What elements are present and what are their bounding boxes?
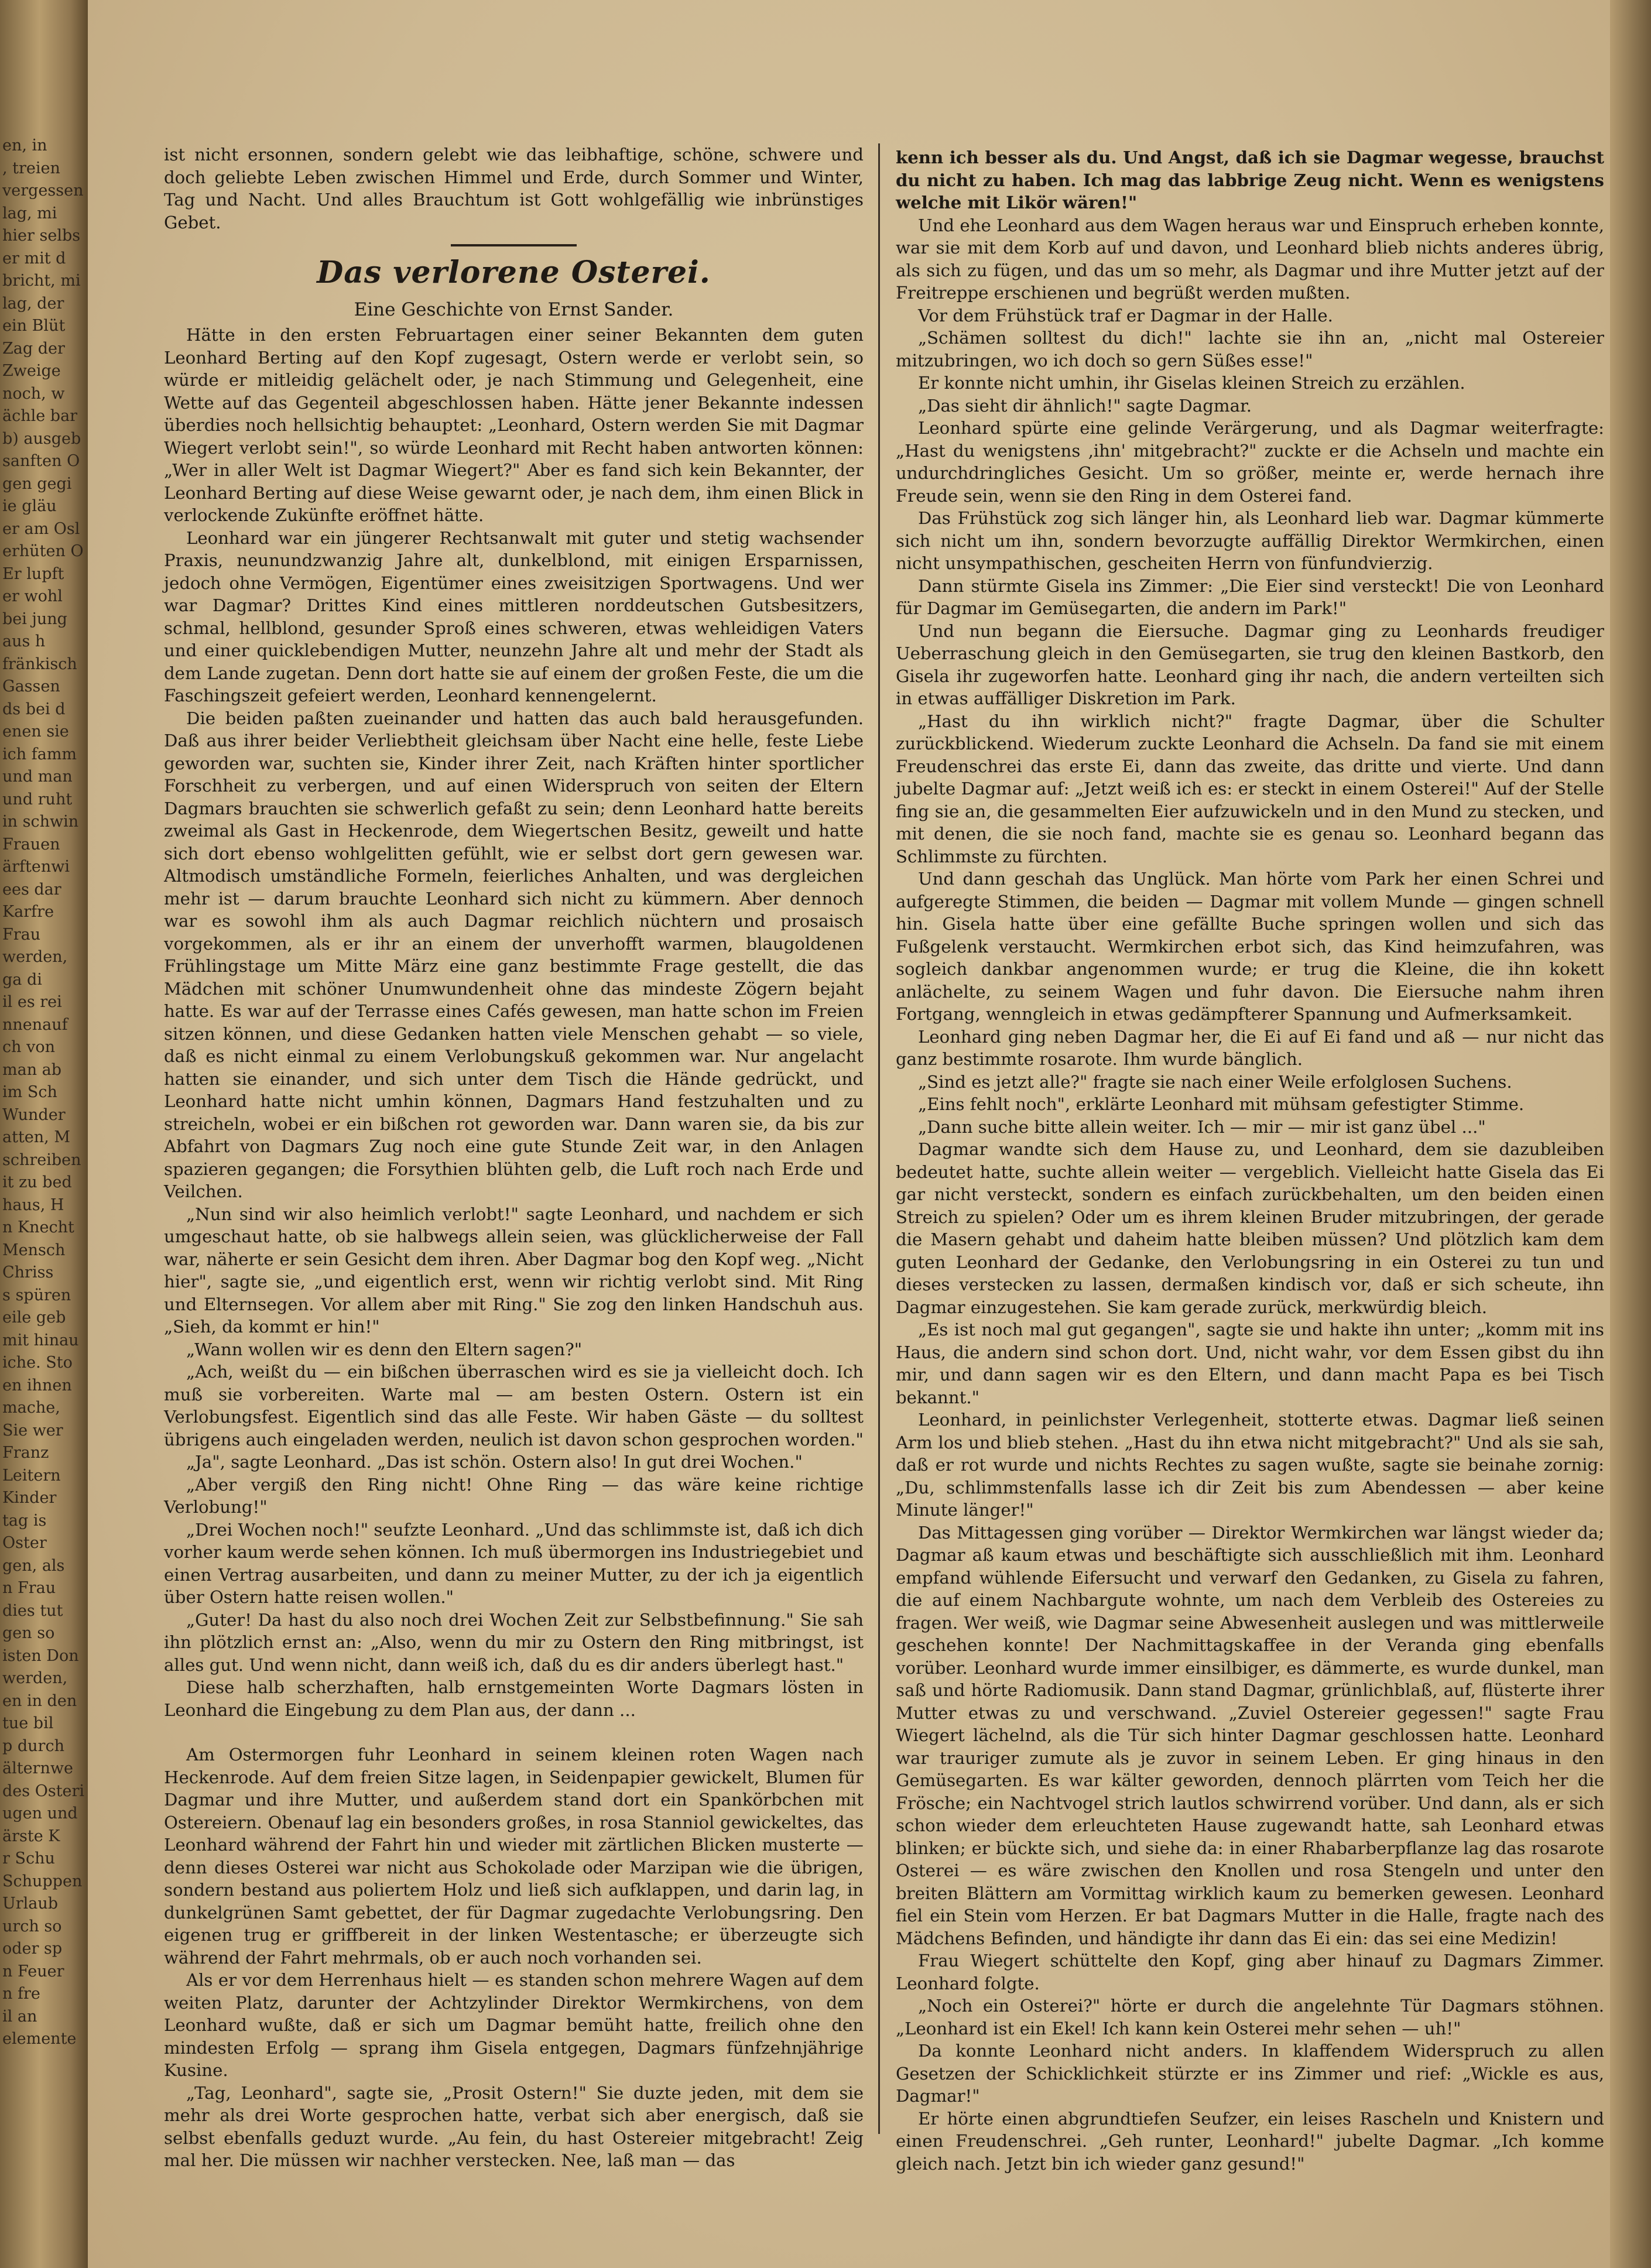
story-paragraph: Am Ostermorgen fuhr Leonhard in seinem kleinen roten Wagen nach Heckenrode. Auf dem freien Sitze lagen, in Seidenpapier gewickelt, Blumen für Dagmar und ihre Mutter, und außerdem stand dort ein Spankörbchen mit Ostereiern. Obenauf lag ein besonders großes, in rosa Stanniol gewickeltes, das Leonhard während der Fahrt hin und wieder mit zärtlichen Blicken musterte — denn dieses Osterei war nicht aus Schokolade oder Marzipan wie die übrigen, sondern bestand aus poliertem Holz und ließ sich aufklappen, und darin lag, in dunkelgrünen Samt gebettet, der für Dagmar zugedachte Verlobungsring. Den eigenen trug er griffbereit in der linken Westentasche; er überzeugte sich während der Fahrt mehrmals, ob er auch noch vorhanden sei. <box>164 1745 864 1968</box>
story-paragraph: „Dann suche bitte allein weiter. Ich — mir — mir ist ganz übel ..." <box>918 1116 1486 1137</box>
adjacent-page-fragment: gen gegi <box>2 474 72 493</box>
story-paragraph: „Schämen solltest du dich!" lachte sie ihn an, „nicht mal Ostereier mitzubringen, wo ich doch so gern Süßes esse!" <box>896 328 1604 371</box>
adjacent-page-fragment: it zu bed <box>2 1173 72 1191</box>
adjacent-page-fragment: elemente <box>2 2030 77 2048</box>
adjacent-page-fragment: isten Don <box>2 1646 79 1665</box>
adjacent-page-fragment: hier selbs <box>2 227 81 245</box>
adjacent-page-fragment: ein Blüt <box>2 317 66 335</box>
adjacent-page-fragment: in schwin <box>2 813 79 831</box>
adjacent-page-fragment: sanften O <box>2 452 80 470</box>
adjacent-page-fragment: bei jung <box>2 609 67 628</box>
adjacent-page-fragment: n fre <box>2 1985 40 2003</box>
story-paragraph: Frau Wiegert schüttelte den Kopf, ging aber hinauf zu Dagmars Zimmer. Leonhard folgte. <box>896 1951 1604 1993</box>
adjacent-page-fragment: r Schu <box>2 1849 55 1868</box>
story-paragraph: „Guter! Da hast du also noch drei Wochen Zeit zur Selbstbefinnung." Sie sah ihn plötzlich ernst an: „Also, wenn du mir zu Ostern den Ring mitbringst, ist alles gut. Und wenn nicht, dann weiß ich, daß du es dir anders überlegt hast." <box>164 1609 864 1675</box>
adjacent-page-fragment: noch, w <box>2 384 65 403</box>
left-story-paragraphs <box>164 324 864 1721</box>
adjacent-page-fragment: erhüten O <box>2 542 84 560</box>
story-paragraph: Leonhard war ein jüngerer Rechtsanwalt mit guter und stetig wachsender Praxis, neunundzwanzig Jahre alt, dunkelblond, mit einigen Ersparnissen, jedoch ohne Vermögen, Eigentümer eines zweisitzigen Sportwagens. Und wer war Dagmar? Drittes Kind eines mittleren norddeutschen Gutsbesitzers, schmal, hellblond, gesunder Sproß eines schweren, etwas wehleidigen Vaters und einer quicklebendigen Mutter, neunzehn Jahre alt und mehr der Stadt als dem Lande zugetan. Denn dort hatte sie auf einem der großen Feste, die um die Faschingszeit gefeiert werden, Leonhard kennengelernt. <box>164 527 864 705</box>
adjacent-page-fragment: il an <box>2 2007 37 2026</box>
intro-paragraph: ist nicht ersonnen, sondern gelebt wie das leibhaftige, schöne, schwere und doch geliebte Leben zwischen Himmel und Erde, durch Sommer und Winter, Tag und Nacht. Und alles Brauchtum ist Gott wohlgefällig wie inbrünstiges Gebet. <box>164 145 864 232</box>
adjacent-page-fragment: atten, M <box>2 1128 70 1146</box>
adjacent-page-fragment: Sie wer <box>2 1421 63 1440</box>
adjacent-page-fragment: en ihnen <box>2 1376 72 1395</box>
adjacent-page-fragment: ärftenwi <box>2 858 70 876</box>
adjacent-page-fragment: Frau <box>2 925 41 944</box>
adjacent-page-fragment: man ab <box>2 1060 62 1079</box>
adjacent-page-fragment: bricht, mi <box>2 272 81 290</box>
adjacent-page-fragment: älternwe <box>2 1759 73 1777</box>
adjacent-page-fragment: werden, <box>2 1669 68 1687</box>
story-paragraph: „Tag, Leonhard", sagte sie, „Prosit Ostern!" Sie duzte jeden, mit dem sie mehr als drei Worte gesprochen hatte, verbat sich aber energisch, daß sie selbst ebenfalls geduzt wurde. „Au fein, du hast Ostereier mitgebracht! Zeig mal her. Die müssen wir nachher verstecken. Nee, laß man — das <box>164 2082 864 2170</box>
story-paragraph: „Eins fehlt noch", erklärte Leonhard mit mühsam gefestigter Stimme. <box>918 1094 1525 1114</box>
adjacent-page-text-fragments <box>2 135 85 2154</box>
adjacent-page-fragment: nnenauf <box>2 1015 68 1034</box>
story-paragraph: „Drei Wochen noch!" seufzte Leonhard. „Und das schlimmste ist, daß ich dich vorher kaum werde sehen können. Ich muß übermorgen ins Industriegebiet und einen Vertrag ausarbeiten, und dann zu meiner Mutter, zu der ich ja eigentlich über Ostern hatte reisen wollen." <box>164 1519 864 1607</box>
adjacent-page-fragment: p durch <box>2 1736 64 1755</box>
adjacent-page-fragment: Kinder <box>2 1489 57 1507</box>
right-column-lead: kenn ich besser als du. Und Angst, daß ich sie Dagmar wegesse, brauchst du nicht zu haben. Ich mag das labbrige Zeug nicht. Wenn es wenigstens welche mit Likör wären!" <box>896 148 1604 213</box>
adjacent-page-fragment: er wohl <box>2 587 63 605</box>
page-edge-shadow <box>1610 0 1651 2268</box>
adjacent-page-fragment: oder sp <box>2 1940 63 1958</box>
adjacent-page-fragment: ees dar <box>2 880 61 899</box>
story-byline: Eine Geschichte von Ernst Sander. <box>354 299 674 320</box>
adjacent-page-fragment: dies tut <box>2 1601 63 1620</box>
adjacent-page-fragment: en, in <box>2 136 47 155</box>
story-paragraph: Und nun begann die Eiersuche. Dagmar ging zu Leonhards freudiger Ueberraschung gleich in den Gemüsegarten, sie trug den kleinen Bastkorb, den Gisela ihr zugeworfen hatte. Leonhard ging ihr nach, die andern verteilten sich in etwas auffälliger Diskretion im Park. <box>896 621 1604 708</box>
story-paragraph: „Noch ein Osterei?" hörte er durch die angelehnte Tür Dagmars stöhnen. „Leonhard ist ein Ekel! Ich kann kein Osterei mehr sehen — uh!" <box>896 1996 1604 2039</box>
adjacent-page-fragment: n Knecht <box>2 1218 74 1236</box>
adjacent-page-fragment: Karfre <box>2 903 54 921</box>
adjacent-page-fragment: Leitern <box>2 1466 61 1485</box>
story-paragraph: „Sind es jetzt alle?" fragte sie nach einer Weile erfolglosen Suchens. <box>918 1071 1512 1092</box>
adjacent-page-fragment: ärste K <box>2 1827 60 1845</box>
adjacent-page-fragment: aus h <box>2 632 46 650</box>
story-paragraph: Leonhard ging neben Dagmar her, die Ei auf Ei fand und aß — nur nicht das ganz bestimmte rosarote. Ihm wurde bänglich. <box>896 1026 1604 1069</box>
adjacent-page-fragment: gen, als <box>2 1556 65 1575</box>
adjacent-page-fragment: b) ausgeb <box>2 429 81 448</box>
section-divider-rule <box>451 244 577 246</box>
story-paragraph: „Das sieht dir ähnlich!" sagte Dagmar. <box>918 395 1252 416</box>
adjacent-page-fragment: ich famm <box>2 745 77 763</box>
adjacent-page-fragment: Schuppen <box>2 1872 83 1890</box>
adjacent-page-fragment: vergessen <box>2 181 84 200</box>
adjacent-page-fragment: Zag der <box>2 339 65 358</box>
adjacent-page-fragment: im Sch <box>2 1083 57 1101</box>
story-paragraph: Dagmar wandte sich dem Hause zu, und Leonhard, dem sie dazubleiben bedeutet hatte, suchte allein weiter — vergeblich. Vielleicht hatte Gisela das Ei gar nicht versteckt, sondern es einfach zurückbehalten, um den beiden einen Streich zu spielen? Oder um es ihrem kleinen Bruder mitzubringen, der gerade die Masern gehabt und daheim hatte bleiben müssen? Und plötzlich kam dem guten Leonhard der Gedanke, den Verlobungsring in ein Osterei zu tun und dieses verstecken zu lassen, dermaßen kindisch vor, daß er sich scheute, ihn Dagmar einzugestehen. Sie kam gerade zurück, merkwürdig bleich. <box>896 1139 1604 1317</box>
adjacent-page-fragment: il es rei <box>2 993 62 1011</box>
adjacent-page-fragment: eile geb <box>2 1308 66 1327</box>
adjacent-page-fragment: mache, <box>2 1399 60 1417</box>
adjacent-page-fragment: gen so <box>2 1624 55 1642</box>
adjacent-page-fragment: ds bei d <box>2 700 66 718</box>
adjacent-page-fragment: haus, H <box>2 1195 64 1214</box>
adjacent-page-fragment: Chriss <box>2 1263 54 1282</box>
adjacent-page-fragment: Gassen <box>2 677 60 696</box>
adjacent-page-fragment: Zweige <box>2 362 61 380</box>
adjacent-page-fragment: en in den <box>2 1691 77 1710</box>
adjacent-page-fragment: n Feuer <box>2 1962 64 1981</box>
story-paragraph: „Es ist noch mal gut gegangen", sagte sie und hakte ihn unter; „komm mit ins Haus, die andern sind schon dort. Und, nicht wahr, vor dem Essen gibst du ihn mir, und dann sagen wir es den Eltern, und dann macht Papa es bei Tisch bekannt." <box>896 1320 1604 1407</box>
story-paragraph: Vor dem Frühstück traf er Dagmar in der Halle. <box>918 305 1333 326</box>
adjacent-page-fragment: Er lupft <box>2 564 64 583</box>
adjacent-page-fragment: ie gläu <box>2 497 57 515</box>
adjacent-page-edge <box>0 0 88 2268</box>
story-paragraph: „Nun sind wir also heimlich verlobt!" sagte Leonhard, und nachdem er sich umgeschaut hatte, ob sie halbwegs allein seien, was glücklicherweise der Fall war, näherte er sein Gesicht dem ihren. Aber Dagmar bog den Kopf weg. „Nicht hier", sagte sie, „und eigentlich erst, wenn wir richtig verlobt sind. Mit Ring und Elternsegen. Vor allem aber mit Ring." Sie zog den linken Handschuh aus. „Sieh, da kommt er hin!" <box>164 1204 864 1337</box>
left-column <box>164 143 864 2172</box>
story-paragraph: „Wann wollen wir es denn den Eltern sagen?" <box>186 1339 583 1359</box>
story-paragraph: Diese halb scherzhaften, halb ernstgemeinten Worte Dagmars lösten in Leonhard die Eingebung zu dem Plan aus, der dann ... <box>164 1677 864 1720</box>
adjacent-page-fragment: des Osteri <box>2 1781 85 1800</box>
adjacent-page-fragment: lag, der <box>2 294 64 313</box>
adjacent-page-fragment: fränkisch <box>2 655 77 673</box>
story-paragraph: Er konnte nicht umhin, ihr Giselas kleinen Streich zu erzählen. <box>918 373 1465 393</box>
adjacent-page-fragment: Frauen <box>2 835 60 854</box>
story-paragraph: Und dann geschah das Unglück. Man hörte vom Park her einen Schrei und aufgeregte Stimmen, die beiden — Dagmar mit vollem Munde — gingen schnell hin. Gisela hatte über eine gefällte Buche springen wollen und sich das Fußgelenk verstaucht. Wermkirchen erbot sich, das Kind heimzufahren, was sogleich dankbar angenommen wurde; er trug die Kleine, die ihn kokett anlächelte, zu seinem Wagen und fuhr davon. Die Eiersuche nahm ihren Fortgang, wenngleich in etwas gedämpfterer Spannung und Aufmerksamkeit. <box>896 869 1604 1024</box>
right-column <box>896 146 1604 2175</box>
adjacent-page-fragment: ugen und <box>2 1804 78 1822</box>
adjacent-page-fragment: enen sie <box>2 722 69 741</box>
adjacent-page-fragment: Oster <box>2 1534 47 1552</box>
story-paragraph: Leonhard spürte eine gelinde Verärgerung, und als Dagmar weiterfragte: „Hast du wenigstens ‚ihn' mitgebracht?" zuckte er die Achseln und machte ein undurchdringliches Gesicht. Um so größer, meinte er, werde hernach ihre Freude sein, wenn sie den Ring in dem Osterei fand. <box>896 418 1604 506</box>
left-story-paragraphs-continued <box>164 1743 864 2172</box>
adjacent-page-fragment: mit hinau <box>2 1331 79 1349</box>
adjacent-page-fragment: s spüren <box>2 1286 71 1304</box>
adjacent-page-fragment: und ruht <box>2 790 73 808</box>
adjacent-page-fragment: werden, <box>2 948 68 966</box>
adjacent-page-fragment: lag, mi <box>2 204 57 222</box>
adjacent-page-fragment: ch von <box>2 1038 55 1056</box>
newspaper-page <box>88 0 1610 2268</box>
adjacent-page-fragment: und man <box>2 768 73 786</box>
story-paragraph: Dann stürmte Gisela ins Zimmer: „Die Eier sind versteckt! Die von Leonhard für Dagmar im Gemüsegarten, die andern im Park!" <box>896 575 1604 618</box>
adjacent-page-fragment: er mit d <box>2 249 66 268</box>
story-paragraph: „Hast du ihn wirklich nicht?" fragte Dagmar, über die Schulter zurückblickend. Wiederum zuckte Leonhard die Achseln. Da fand sie mit einem Freudenschrei das erste Ei, dann das zweite, das dritte und vierte. Und dann jubelte Dagmar auf: „Jetzt weiß ich es: er steckt in einem Osterei!" Auf der Stelle fing sie an, die gesammelten Eier aufzuwickeln und in den Mund zu stecken, und mit denen, die sie noch fand, machte sie es genau so. Leonhard begann das Schlimmste zu fürchten. <box>896 711 1604 866</box>
adjacent-page-fragment: tag is <box>2 1511 47 1530</box>
story-paragraph: Als er vor dem Herrenhaus hielt — es standen schon mehrere Wagen auf dem weiten Platz, darunter der Achtzylinder Direktor Wermkirchens, von dem Leonhard wußte, daß er sich um Dagmar bemüht hatte, freilich ohne den mindesten Erfolg — sprang ihm Gisela entgegen, Dagmars fünfzehnjährige Kusine. <box>164 1970 864 2080</box>
adjacent-page-fragment: Urlaub <box>2 1894 59 1913</box>
story-paragraph: Und ehe Leonhard aus dem Wagen heraus war und Einspruch erheben konnte, war sie mit dem Korb auf und davon, und Leonhard blieb nichts anderes übrig, als sich zu fügen, und das um so mehr, als Dagmar und ihre Mutter jetzt auf der Freitreppe erschienen und begrüßt werden mußten. <box>896 215 1604 303</box>
adjacent-page-fragment: tue bil <box>2 1714 54 1732</box>
story-paragraph: „Ach, weißt du — ein bißchen überraschen wird es sie ja vielleicht doch. Ich muß sie vorbereiten. Warte mal — am besten Ostern. Ostern ist ein Verlobungsfest. Eigentlich sind das alle Feste. Wir haben Gäste — du solltest übrigens auch eingeladen werden, neulich ist davon schon gesprochen worden." <box>164 1362 864 1450</box>
story-paragraph: Die beiden paßten zueinander und hatten das auch bald herausgefunden. Daß aus ihrer beider Verliebtheit gleichsam über Nacht eine helle, feste Liebe geworden war, suchten sie, Kinder ihrer Zeit, nach Kräften hinter sportlicher Forschheit zu verbergen, und auf einen Widerspruch von seiten der Eltern Dagmars brauchten sie schwerlich gefaßt zu sein; denn Leonhard hatte bereits zweimal als Gast in Heckenrode, dem Wiegertschen Besitz, geweilt und hatte sich dort ebenso wohlgelitten gefühlt, wie er selbst dort gern gewesen war. Altmodisch umständliche Formeln, feierliches Anhalten, und was dergleichen mehr ist — darum brauchte Leonhard sich nicht zu kümmern. Aber dennoch war es sowohl ihm als auch Dagmar reichlich nüchtern und prosaisch vorgekommen, als er ihr an einem der unverhofft warmen, blaugoldenen Frühlingstage um Mitte März eine ganz bestimmte Frage gestellt, die das Mädchen mit schöner Unumwundenheit ohne das mindeste Zögern bejaht hatte. Es war auf der Terrasse eines Cafés gewesen, man hatte schon im Freien sitzen können, und diese Gedanken hatten viele Menschen gehabt — so viele, daß es nicht einmal zu einem Verlobungskuß gekommen war. Nur angelacht hatten sie einander, und sich unter dem Tisch die Hände gedrückt, und Leonhard hatte nicht umhin können, Dagmars Hand festzuhalten und zu streicheln, wobei er ein bißchen rot geworden war. Dann waren sie, da bis zur Abfahrt von Dagmars Zug noch eine gute Stunde Zeit war, in den Anlagen spazieren gegangen; die Forsythien blühten gelb, die Luft roch nach Erde und Veilchen. <box>164 708 864 1201</box>
adjacent-page-fragment: urch so <box>2 1917 62 1935</box>
adjacent-page-fragment: , treien <box>2 159 60 177</box>
story-paragraph: Er hörte einen abgrundtiefen Seufzer, ein leises Rascheln und Knistern und einen Freudenschrei. „Geh runter, Leonhard!" jubelte Dagmar. „Ich komme gleich nach. Jetzt bin ich wieder ganz gesund!" <box>896 2108 1604 2174</box>
adjacent-page-fragment: Franz <box>2 1444 49 1462</box>
story-paragraph: Leonhard, in peinlichster Verlegenheit, stotterte etwas. Dagmar ließ seinen Arm los und blieb stehen. „Hast du ihn etwa nicht mitgebracht?" Und als sie sah, daß er rot wurde und nichts Rechtes zu sagen wußte, sagte sie beinahe zornig: „Du, schlimmstenfalls lasse ich dir Zeit bis zum Abendessen — aber keine Minute länger!" <box>896 1410 1604 1520</box>
story-paragraph: Hätte in den ersten Februartagen einer seiner Bekannten dem guten Leonhard Berting auf den Kopf zugesagt, Ostern werde er verlobt sein, so würde er mitleidig gelächelt oder, je nach Stimmung und Gelegenheit, eine Wette auf das Gegenteil abgeschlossen haben. Hätte jener Bekannte indessen überdies noch hellsichtig behauptet: „Leonhard, Ostern werden Sie mit Dagmar Wiegert verlobt sein!", so würde Leonhard mit Recht haben antworten können: „Wer in aller Welt ist Dagmar Wiegert?" Aber es fand sich kein Bekannter, der Leonhard Berting auf diese Weise gewarnt oder, je nach dem, ihm einen Blick in verlockende Zukünfte eröffnet hätte. <box>164 325 864 525</box>
adjacent-page-fragment: er am Osl <box>2 519 80 538</box>
story-paragraph: Das Mittagessen ging vorüber — Direktor Wermkirchen war längst wieder da; Dagmar aß kaum etwas und beschäftigte sich ausschließlich mit ihm. Leonhard empfand wühlende Eifersucht und verwarf den Gedanken, zu Gisela zu fahren, die auf einem Nachbargute wohnte, um nach dem Verbleib des Ostereies zu fragen. Wer weiß, wie Dagmar seine Abwesenheit auslegen und was mittlerweile geschehen konnte! Der Nachmittagskaffee in der Veranda ging ebenfalls vorüber. Leonhard wurde immer einsilbiger, es dämmerte, es wurde dunkel, man saß und hörte Radiomusik. Dann stand Dagmar, grünlichblaß, auf, flüsterte ihrer Mutter etwas zu und verschwand. „Zuviel Ostereier gegessen!" sagte Frau Wiegert lächelnd, als die Tür sich hinter Dagmar geschlossen hatte. Leonhard war trauriger zumute als je zuvor in seinem Leben. Er ging hinaus in den Gemüsegarten. Es war kälter geworden, dennoch plärrten vom Teich her die Frösche; ein Nachtvogel strich lautlos schwirrend vorüber. Und dann, als er sich schon wieder dem erleuchteten Hause zugewandt hatte, sah Leonhard etwas blinken; er bückte sich, und siehe da: in einer Rhabarberpflanze lag das rosarote Osterei — es wäre zwischen den Knollen und rosa Stengeln und unter den breiten Blättern am Vormittag wirklich kaum zu bemerken gewesen. Leonhard fiel ein Stein vom Herzen. Er bat Dagmars Mutter in die Halle, fragte nach des Mädchens Befinden, und händigte ihr dann das Ei ein: das sei eine Medizin! <box>896 1522 1604 1948</box>
adjacent-page-fragment: Mensch <box>2 1241 66 1259</box>
adjacent-page-fragment: schreiben <box>2 1150 81 1169</box>
story-paragraph: Da konnte Leonhard nicht anders. In klaffendem Widerspruch zu allen Gesetzen der Schicklichkeit stürzte er ins Zimmer und rief: „Wickle es aus, Dagmar!" <box>896 2041 1604 2106</box>
adjacent-page-fragment: iche. Sto <box>2 1354 73 1372</box>
story-paragraph: „Ja", sagte Leonhard. „Das ist schön. Ostern also! In gut drei Wochen." <box>186 1452 803 1472</box>
story-paragraph: „Aber vergiß den Ring nicht! Ohne Ring — das wäre keine richtige Verlobung!" <box>164 1474 864 1517</box>
adjacent-page-fragment: ga di <box>2 970 42 989</box>
column-divider <box>878 143 880 2134</box>
right-story-paragraphs <box>896 214 1604 2176</box>
adjacent-page-fragment: n Frau <box>2 1579 56 1597</box>
story-title: Das verlorene Osterei. <box>317 255 711 290</box>
adjacent-page-fragment: ächle bar <box>2 407 78 425</box>
story-paragraph: Das Frühstück zog sich länger hin, als Leonhard lieb war. Dagmar kümmerte sich nicht um ihn, sondern bevorzugte auffällig Direktor Wermkirchen, einen nicht unsympathischen, gescheiten Herrn von fünfundvierzig. <box>896 508 1604 573</box>
adjacent-page-fragment: Wunder <box>2 1105 66 1124</box>
